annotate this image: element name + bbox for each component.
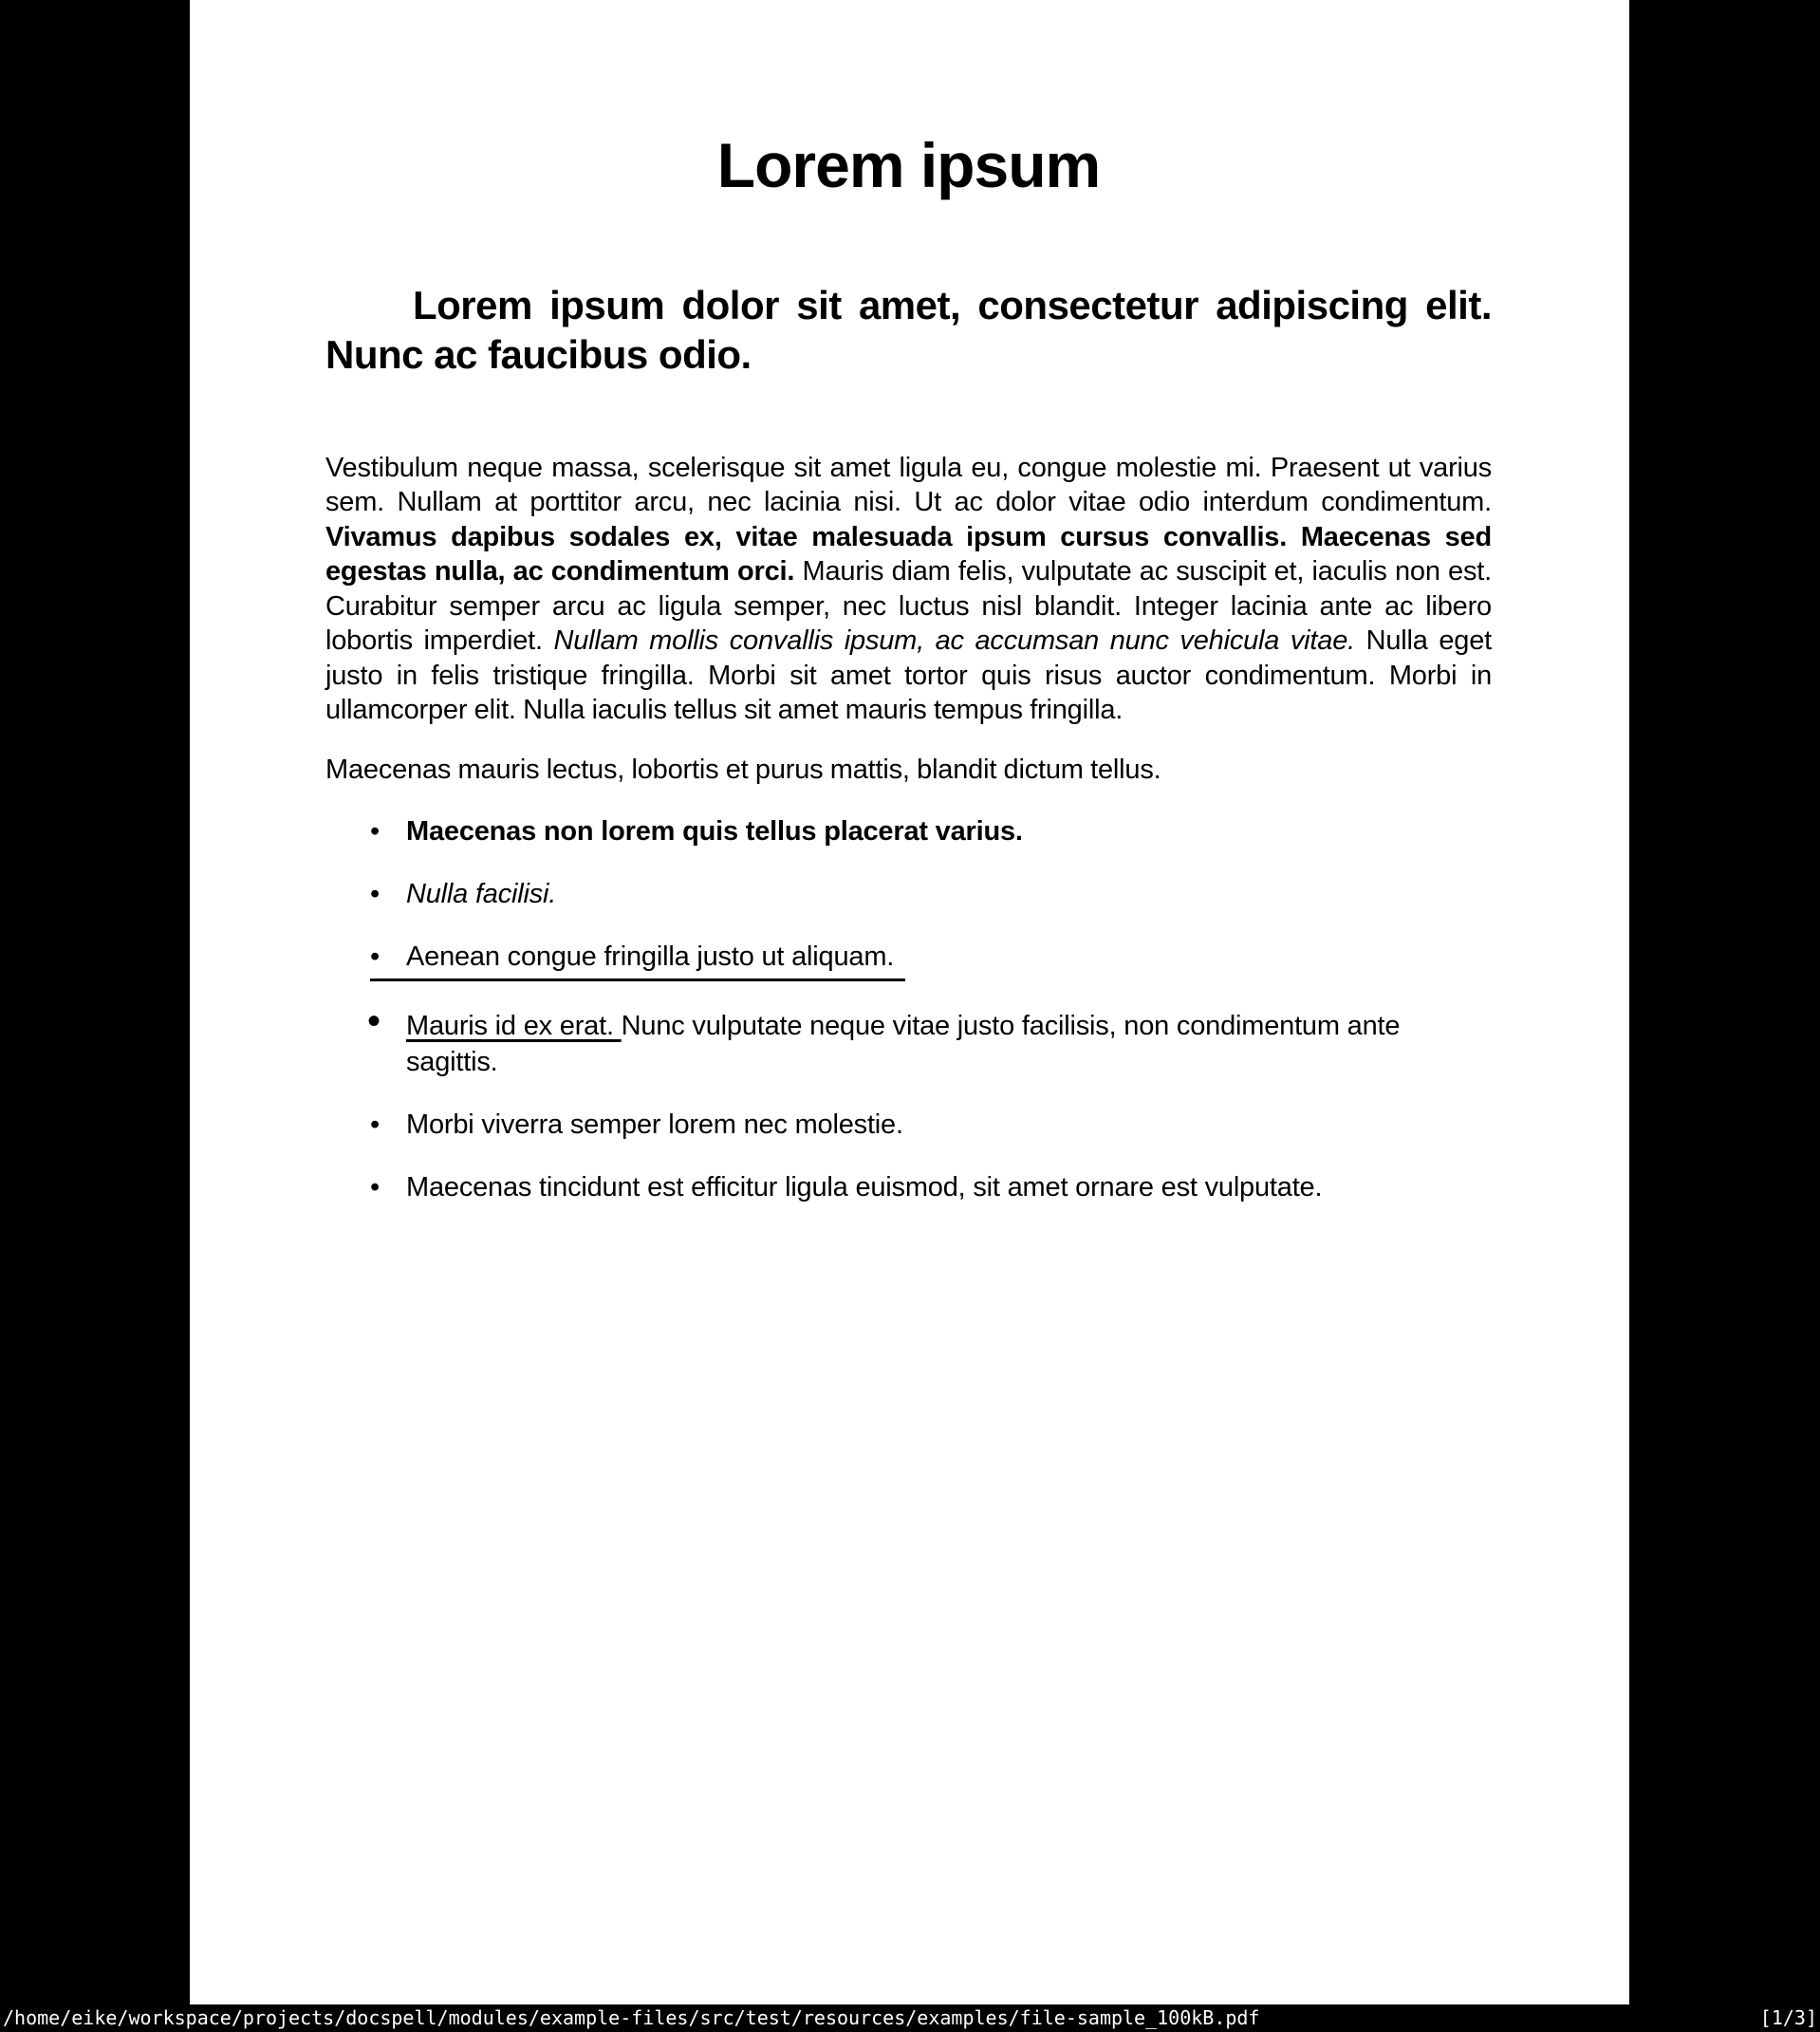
statusbar bbox=[0, 2004, 1820, 2032]
list-item-line bbox=[367, 1000, 1401, 1078]
list-item-line bbox=[370, 816, 1023, 848]
bullet-icon: • bbox=[370, 941, 380, 973]
text-run-italic: Nullam mollis convallis ipsum, ac accumsan nunc vehicula vitae. bbox=[553, 625, 1366, 657]
list-item-text bbox=[406, 1011, 1400, 1077]
document-page bbox=[190, 0, 1629, 2004]
list-item bbox=[325, 939, 1492, 981]
list-item-text bbox=[406, 941, 894, 972]
list-item bbox=[325, 813, 1492, 849]
section-heading: Lorem ipsum dolor sit amet, consectetur adipiscing elit. Nunc ac faucibus odio. bbox=[325, 282, 1492, 377]
bullet-icon: • bbox=[370, 1109, 380, 1141]
text-run-underline: Mauris id ex erat. bbox=[406, 1011, 622, 1042]
paragraph-intro-list: Maecenas mauris lectus, lobortis et purus mattis, blandit dictum tellus. bbox=[325, 754, 1161, 785]
text-run-italic: Nulla facilisi. bbox=[406, 879, 557, 910]
text-run-normal: Mauris diam felis, vulputate ac suscipit et, iaculis non est. Curabitur semper arcu ac ligula semper, nec luctus nisl blandit. Integer lacinia ante ac libero lobortis imperdiet. bbox=[325, 556, 1492, 657]
bullet-icon: • bbox=[370, 816, 380, 848]
list-item bbox=[325, 1000, 1492, 1080]
text-run-bold: Maecenas non lorem quis tellus placerat varius. bbox=[406, 816, 1023, 848]
list-item bbox=[325, 1107, 1492, 1143]
list-item-text bbox=[406, 879, 556, 909]
list-item bbox=[325, 1169, 1492, 1205]
list-item-line bbox=[370, 1109, 903, 1141]
bullet-icon: • bbox=[370, 1172, 380, 1203]
text-run-normal: Nulla eget justo in felis tristique fringilla. Morbi sit amet tortor quis risus auctor condimentum. Morbi in ullamcorper elit. Nulla iaculis tellus sit amet mauris tempus fringilla. bbox=[325, 625, 1492, 726]
list-item-text bbox=[406, 1109, 903, 1140]
bullet-icon: • bbox=[367, 1000, 381, 1043]
statusbar-file-path: /home/eike/workspace/projects/docspell/modules/example-files/src/test/resources/examples/file-sample_100kB.pdf bbox=[3, 2006, 1260, 2029]
text-run-normal: Maecenas tincidunt est efficitur ligula euismod, sit amet ornare est vulputate. bbox=[406, 1172, 1323, 1203]
list-item bbox=[325, 876, 1492, 912]
bullet-list bbox=[325, 813, 1492, 1205]
list-item-line bbox=[370, 879, 557, 910]
list-item-text bbox=[406, 816, 1023, 847]
list-item-line bbox=[370, 939, 905, 981]
statusbar-page-indicator: [1/3] bbox=[1759, 2006, 1817, 2029]
list-item-line bbox=[370, 1172, 1323, 1203]
text-run-bold: Vivamus dapibus sodales ex, vitae malesuada ipsum cursus convallis. Maecenas sed egestas nulla, ac condimentum orci. bbox=[325, 521, 1492, 587]
page-content bbox=[190, 0, 1629, 1205]
list-item-text bbox=[406, 1172, 1322, 1202]
text-run-normal: Vestibulum neque massa, scelerisque sit amet ligula eu, congue molestie mi. Praesent ut varius sem. Nullam at porttitor arcu, nec lacinia nisi. Ut ac dolor vitae odio interdum condimentum. bbox=[325, 452, 1492, 518]
text-run-normal: Nunc vulputate neque vitae justo facilisis, non condimentum ante sagittis. bbox=[406, 1011, 1401, 1078]
text-run-normal: Morbi viverra semper lorem nec molestie. bbox=[406, 1109, 903, 1141]
text-run-normal: Aenean congue fringilla justo ut aliquam. bbox=[406, 941, 895, 973]
bullet-icon: • bbox=[370, 879, 380, 910]
document-title: Lorem ipsum bbox=[716, 130, 1101, 200]
paragraph-main bbox=[325, 451, 1492, 728]
